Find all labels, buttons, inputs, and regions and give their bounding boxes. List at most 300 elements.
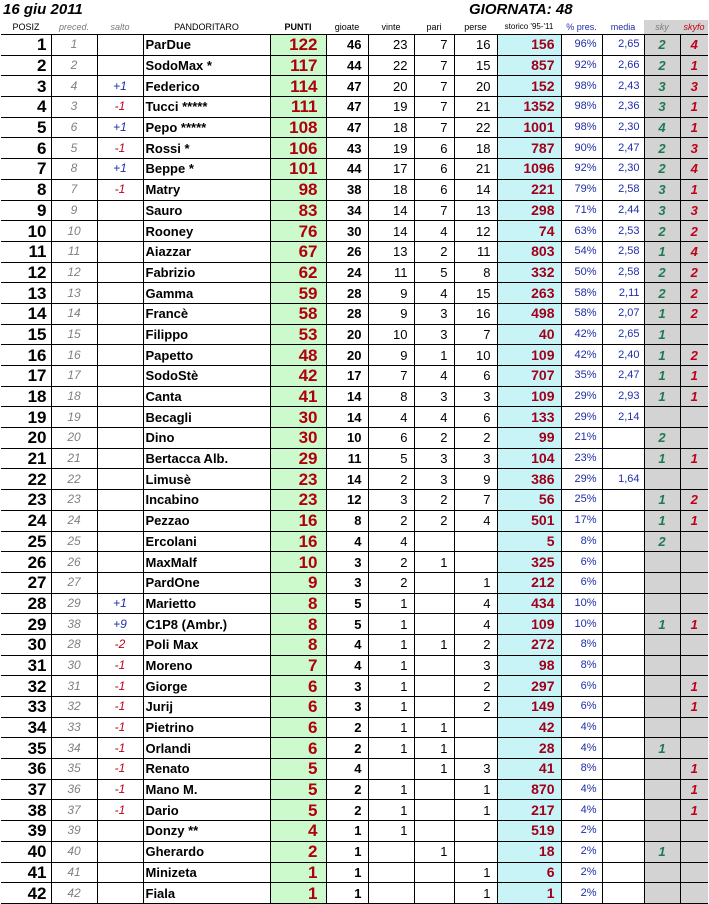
played-cell: 5 [326, 614, 368, 635]
won-cell: 20 [368, 76, 414, 97]
position-cell: 31 [1, 655, 51, 676]
skyfo-cell [680, 634, 708, 655]
average-cell: 2,14 [602, 407, 644, 428]
sky-cell: 1 [644, 241, 680, 262]
player-name-cell: Federico [143, 76, 270, 97]
presence-cell: 4% [561, 717, 602, 738]
points-cell: 114 [270, 76, 326, 97]
skyfo-cell: 1 [680, 614, 708, 635]
draw-cell: 5 [414, 262, 454, 283]
position-cell: 36 [1, 759, 51, 780]
position-cell: 27 [1, 572, 51, 593]
played-cell: 14 [326, 407, 368, 428]
sky-cell: 1 [644, 324, 680, 345]
lost-cell: 20 [454, 76, 497, 97]
player-name-cell: Francè [143, 303, 270, 324]
presence-cell: 58% [561, 303, 602, 324]
historical-cell: 325 [497, 552, 561, 573]
draw-cell: 1 [414, 759, 454, 780]
lost-cell: 1 [454, 883, 497, 904]
won-cell: 8 [368, 386, 414, 407]
presence-cell: 25% [561, 490, 602, 511]
draw-cell: 1 [414, 634, 454, 655]
table-row [1, 345, 708, 366]
table-row [1, 759, 708, 780]
lost-cell [454, 821, 497, 842]
presence-cell: 4% [561, 779, 602, 800]
historical-cell: 98 [497, 655, 561, 676]
points-cell: 16 [270, 531, 326, 552]
historical-cell: 501 [497, 510, 561, 531]
played-cell: 10 [326, 428, 368, 449]
table-row [1, 614, 708, 635]
skyfo-cell: 1 [680, 697, 708, 718]
table-row [1, 241, 708, 262]
points-cell: 4 [270, 821, 326, 842]
lost-cell [454, 531, 497, 552]
average-cell [602, 448, 644, 469]
played-cell: 1 [326, 821, 368, 842]
historical-cell: 272 [497, 634, 561, 655]
won-cell: 10 [368, 324, 414, 345]
average-cell [602, 779, 644, 800]
player-name-cell: Minizeta [143, 862, 270, 883]
lost-cell: 11 [454, 241, 497, 262]
points-cell: 6 [270, 697, 326, 718]
historical-cell: 332 [497, 262, 561, 283]
player-name-cell: Jurij [143, 697, 270, 718]
draw-cell: 6 [414, 179, 454, 200]
player-name-cell: Incabino [143, 490, 270, 511]
played-cell: 11 [326, 448, 368, 469]
position-cell: 42 [1, 883, 51, 904]
won-cell: 13 [368, 241, 414, 262]
won-cell [368, 841, 414, 862]
points-cell: 108 [270, 117, 326, 138]
played-cell: 17 [326, 366, 368, 387]
lost-cell: 3 [454, 386, 497, 407]
previous-position-cell: 31 [51, 676, 97, 697]
average-cell [602, 821, 644, 842]
lost-cell: 1 [454, 862, 497, 883]
table-row [1, 138, 708, 159]
col-pandoritaro: PANDORITARO [174, 22, 239, 32]
played-cell: 47 [326, 117, 368, 138]
lost-cell: 15 [454, 283, 497, 304]
historical-cell: 5 [497, 531, 561, 552]
jump-cell [97, 55, 143, 76]
player-name-cell: Matry [143, 179, 270, 200]
played-cell: 46 [326, 35, 368, 56]
jump-cell: -1 [97, 179, 143, 200]
lost-cell: 2 [454, 428, 497, 449]
points-cell: 106 [270, 138, 326, 159]
lost-cell: 9 [454, 469, 497, 490]
position-cell: 15 [1, 324, 51, 345]
jump-cell: +1 [97, 117, 143, 138]
col-salto: salto [110, 22, 130, 32]
won-cell: 1 [368, 593, 414, 614]
points-cell: 7 [270, 655, 326, 676]
historical-cell: 28 [497, 738, 561, 759]
played-cell: 2 [326, 738, 368, 759]
position-cell: 25 [1, 531, 51, 552]
table-row [1, 448, 708, 469]
average-cell: 2,30 [602, 159, 644, 180]
presence-cell: 98% [561, 97, 602, 118]
sky-cell [644, 469, 680, 490]
won-cell: 3 [368, 490, 414, 511]
skyfo-cell: 1 [680, 55, 708, 76]
historical-cell: 298 [497, 200, 561, 221]
historical-cell: 434 [497, 593, 561, 614]
previous-position-cell: 8 [51, 159, 97, 180]
previous-position-cell: 38 [51, 614, 97, 635]
skyfo-cell [680, 428, 708, 449]
sky-cell: 2 [644, 138, 680, 159]
won-cell: 6 [368, 428, 414, 449]
points-cell: 30 [270, 428, 326, 449]
previous-position-cell: 30 [51, 655, 97, 676]
points-cell: 5 [270, 779, 326, 800]
table-row [1, 676, 708, 697]
player-name-cell: ParDue [143, 35, 270, 56]
table-row [1, 717, 708, 738]
draw-cell [414, 800, 454, 821]
lost-cell: 21 [454, 159, 497, 180]
col-punti: PUNTI [284, 22, 312, 32]
won-cell: 9 [368, 283, 414, 304]
previous-position-cell: 10 [51, 221, 97, 242]
played-cell: 3 [326, 697, 368, 718]
lost-cell: 3 [454, 759, 497, 780]
previous-position-cell: 25 [51, 531, 97, 552]
presence-cell: 98% [561, 117, 602, 138]
historical-cell: 74 [497, 221, 561, 242]
table-row [1, 117, 708, 138]
played-cell: 44 [326, 159, 368, 180]
draw-cell [414, 531, 454, 552]
lost-cell: 16 [454, 35, 497, 56]
date-label: 16 giu 2011 [3, 1, 83, 18]
average-cell [602, 862, 644, 883]
historical-cell: 263 [497, 283, 561, 304]
position-cell: 34 [1, 717, 51, 738]
table-row [1, 469, 708, 490]
average-cell [602, 759, 644, 780]
sky-cell: 2 [644, 531, 680, 552]
skyfo-cell [680, 469, 708, 490]
historical-cell: 1352 [497, 97, 561, 118]
skyfo-cell: 1 [680, 117, 708, 138]
col-storico: storico '95-'11 [504, 22, 554, 31]
lost-cell: 3 [454, 655, 497, 676]
presence-cell: 35% [561, 366, 602, 387]
draw-cell: 1 [414, 345, 454, 366]
position-cell: 20 [1, 428, 51, 449]
skyfo-cell: 4 [680, 159, 708, 180]
position-cell: 6 [1, 138, 51, 159]
won-cell: 1 [368, 655, 414, 676]
previous-position-cell: 22 [51, 469, 97, 490]
historical-cell: 217 [497, 800, 561, 821]
table-row [1, 862, 708, 883]
skyfo-cell: 1 [680, 510, 708, 531]
presence-cell: 2% [561, 862, 602, 883]
points-cell: 62 [270, 262, 326, 283]
points-cell: 122 [270, 35, 326, 56]
previous-position-cell: 21 [51, 448, 97, 469]
points-cell: 6 [270, 676, 326, 697]
average-cell [602, 593, 644, 614]
lost-cell: 3 [454, 448, 497, 469]
previous-position-cell: 7 [51, 179, 97, 200]
played-cell: 2 [326, 779, 368, 800]
jump-cell [97, 841, 143, 862]
skyfo-cell: 2 [680, 283, 708, 304]
historical-cell: 18 [497, 841, 561, 862]
historical-cell: 857 [497, 55, 561, 76]
historical-cell: 104 [497, 448, 561, 469]
average-cell: 2,36 [602, 97, 644, 118]
sky-cell: 3 [644, 97, 680, 118]
lost-cell: 4 [454, 510, 497, 531]
position-cell: 24 [1, 510, 51, 531]
previous-position-cell: 11 [51, 241, 97, 262]
previous-position-cell: 14 [51, 303, 97, 324]
points-cell: 98 [270, 179, 326, 200]
player-name-cell: Mano M. [143, 779, 270, 800]
historical-cell: 1096 [497, 159, 561, 180]
standings-table [1, 20, 708, 904]
sky-cell: 2 [644, 221, 680, 242]
player-name-cell: Filippo [143, 324, 270, 345]
jump-cell [97, 345, 143, 366]
jump-cell [97, 469, 143, 490]
previous-position-cell: 1 [51, 35, 97, 56]
points-cell: 48 [270, 345, 326, 366]
sky-cell [644, 883, 680, 904]
sky-cell: 2 [644, 35, 680, 56]
table-row [1, 738, 708, 759]
lost-cell [454, 552, 497, 573]
presence-cell: 79% [561, 179, 602, 200]
presence-cell: 10% [561, 614, 602, 635]
sky-cell: 1 [644, 614, 680, 635]
player-name-cell: Fabrizio [143, 262, 270, 283]
skyfo-cell: 3 [680, 200, 708, 221]
average-cell [602, 841, 644, 862]
player-name-cell: Papetto [143, 345, 270, 366]
lost-cell: 14 [454, 179, 497, 200]
jump-cell [97, 35, 143, 56]
won-cell: 19 [368, 138, 414, 159]
points-cell: 1 [270, 883, 326, 904]
won-cell: 1 [368, 821, 414, 842]
presence-cell: 54% [561, 241, 602, 262]
table-row [1, 572, 708, 593]
average-cell [602, 676, 644, 697]
position-cell: 23 [1, 490, 51, 511]
average-cell: 2,66 [602, 55, 644, 76]
jump-cell: +1 [97, 76, 143, 97]
jump-cell [97, 303, 143, 324]
sky-cell: 3 [644, 76, 680, 97]
points-cell: 16 [270, 510, 326, 531]
jump-cell: -1 [97, 676, 143, 697]
historical-cell: 56 [497, 490, 561, 511]
table-row [1, 262, 708, 283]
position-cell: 9 [1, 200, 51, 221]
previous-position-cell: 6 [51, 117, 97, 138]
sky-cell: 3 [644, 200, 680, 221]
lost-cell: 18 [454, 138, 497, 159]
historical-cell: 156 [497, 35, 561, 56]
previous-position-cell: 26 [51, 552, 97, 573]
won-cell: 18 [368, 117, 414, 138]
lost-cell: 10 [454, 345, 497, 366]
skyfo-cell [680, 552, 708, 573]
table-row [1, 531, 708, 552]
average-cell [602, 634, 644, 655]
draw-cell: 7 [414, 200, 454, 221]
jump-cell: -1 [97, 738, 143, 759]
col-skyfo: skyfo [680, 20, 708, 35]
draw-cell [414, 614, 454, 635]
skyfo-cell [680, 655, 708, 676]
jump-cell: -2 [97, 634, 143, 655]
presence-cell: 29% [561, 407, 602, 428]
average-cell [602, 428, 644, 449]
previous-position-cell: 18 [51, 386, 97, 407]
played-cell: 12 [326, 490, 368, 511]
historical-cell: 787 [497, 138, 561, 159]
draw-cell: 2 [414, 241, 454, 262]
presence-cell: 2% [561, 883, 602, 904]
position-cell: 32 [1, 676, 51, 697]
played-cell: 34 [326, 200, 368, 221]
position-cell: 39 [1, 821, 51, 842]
won-cell [368, 862, 414, 883]
sky-cell: 4 [644, 117, 680, 138]
position-cell: 35 [1, 738, 51, 759]
points-cell: 83 [270, 200, 326, 221]
historical-cell: 6 [497, 862, 561, 883]
player-name-cell: Renato [143, 759, 270, 780]
table-row [1, 97, 708, 118]
draw-cell: 1 [414, 552, 454, 573]
won-cell: 19 [368, 97, 414, 118]
giornata-label: GIORNATA: 48 [469, 1, 573, 18]
lost-cell [454, 841, 497, 862]
points-cell: 8 [270, 614, 326, 635]
historical-cell: 149 [497, 697, 561, 718]
player-name-cell: Bertacca Alb. [143, 448, 270, 469]
table-row [1, 655, 708, 676]
previous-position-cell: 32 [51, 697, 97, 718]
table-row [1, 200, 708, 221]
previous-position-cell: 37 [51, 800, 97, 821]
points-cell: 30 [270, 407, 326, 428]
sky-cell: 1 [644, 303, 680, 324]
player-name-cell: SodoMax * [143, 55, 270, 76]
player-name-cell: Sauro [143, 200, 270, 221]
played-cell: 3 [326, 552, 368, 573]
previous-position-cell: 41 [51, 862, 97, 883]
draw-cell: 4 [414, 366, 454, 387]
historical-cell: 498 [497, 303, 561, 324]
average-cell: 2,30 [602, 117, 644, 138]
skyfo-cell: 1 [680, 779, 708, 800]
previous-position-cell: 34 [51, 738, 97, 759]
position-cell: 2 [1, 55, 51, 76]
sky-cell: 1 [644, 841, 680, 862]
played-cell: 1 [326, 841, 368, 862]
draw-cell: 7 [414, 35, 454, 56]
points-cell: 23 [270, 469, 326, 490]
skyfo-cell: 3 [680, 76, 708, 97]
position-cell: 12 [1, 262, 51, 283]
jump-cell [97, 572, 143, 593]
draw-cell: 3 [414, 386, 454, 407]
skyfo-cell [680, 572, 708, 593]
position-cell: 14 [1, 303, 51, 324]
sky-cell: 2 [644, 262, 680, 283]
points-cell: 117 [270, 55, 326, 76]
draw-cell: 3 [414, 324, 454, 345]
presence-cell: 2% [561, 821, 602, 842]
skyfo-cell: 2 [680, 262, 708, 283]
presence-cell: 29% [561, 386, 602, 407]
jump-cell [97, 448, 143, 469]
played-cell: 26 [326, 241, 368, 262]
average-cell: 2,44 [602, 200, 644, 221]
previous-position-cell: 39 [51, 821, 97, 842]
table-row [1, 552, 708, 573]
average-cell: 1,64 [602, 469, 644, 490]
played-cell: 44 [326, 55, 368, 76]
average-cell: 2,58 [602, 262, 644, 283]
previous-position-cell: 23 [51, 490, 97, 511]
col-pari: pari [426, 22, 442, 32]
points-cell: 58 [270, 303, 326, 324]
jump-cell [97, 200, 143, 221]
presence-cell: 8% [561, 759, 602, 780]
previous-position-cell: 36 [51, 779, 97, 800]
presence-cell: 8% [561, 655, 602, 676]
won-cell: 2 [368, 552, 414, 573]
jump-cell [97, 490, 143, 511]
won-cell: 1 [368, 738, 414, 759]
sky-cell [644, 717, 680, 738]
historical-cell: 1001 [497, 117, 561, 138]
lost-cell: 22 [454, 117, 497, 138]
previous-position-cell: 13 [51, 283, 97, 304]
position-cell: 10 [1, 221, 51, 242]
col-pres: % pres. [566, 22, 597, 32]
sky-cell: 1 [644, 510, 680, 531]
skyfo-cell: 2 [680, 490, 708, 511]
won-cell: 9 [368, 345, 414, 366]
won-cell: 4 [368, 531, 414, 552]
table-row [1, 386, 708, 407]
average-cell [602, 510, 644, 531]
table-row [1, 55, 708, 76]
won-cell: 5 [368, 448, 414, 469]
played-cell: 1 [326, 883, 368, 904]
position-cell: 29 [1, 614, 51, 635]
sky-cell [644, 697, 680, 718]
